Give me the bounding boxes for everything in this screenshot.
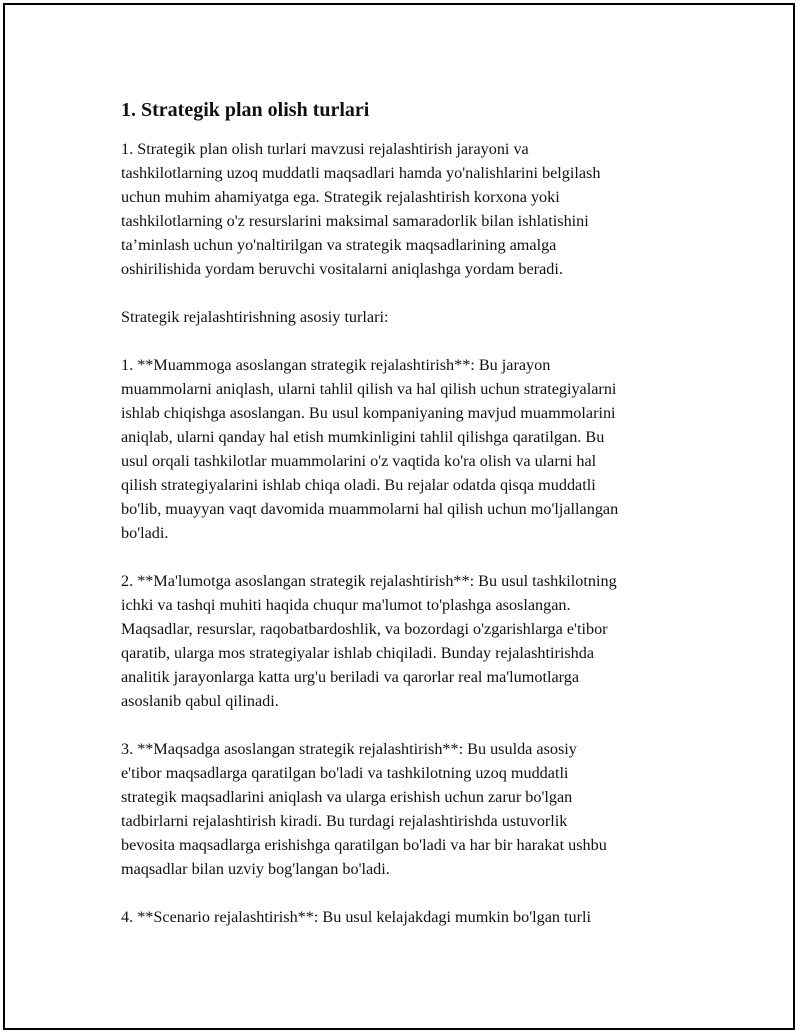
page-frame [3, 3, 795, 1030]
text-line: aniqlab, ularni qanday hal etish mumkinligini tahlil qilishga qaratilgan. Bu [121, 428, 605, 446]
document-title: 1. Strategik plan olish turlari [121, 99, 370, 121]
text-line: strategik maqsadlarini aniqlash va ularga erishish uchun zarur bo'lgan [121, 788, 573, 806]
text-line: 2. **Ma'lumotga asoslangan strategik rejalashtirish**: Bu usul tashkilotning [121, 572, 617, 590]
text-line: ichki va tashqi muhiti haqida chuqur ma'lumot to'plashga asoslangan. [121, 596, 571, 614]
text-line: usul orqali tashkilotlar muammolarini o'z vaqtida ko'ra olish va ularni hal [121, 452, 597, 470]
text-line: oshirilishida yordam beruvchi vositalarni aniqlashga yordam beradi. [121, 260, 563, 278]
paragraph-type-1 [121, 353, 701, 545]
text-line: 4. **Scenario rejalashtirish**: Bu usul kelajakdagi mumkin bo'lgan turli [121, 908, 592, 926]
text-line: qaratib, ularga mos strategiyalar ishlab chiqiladi. Bunday rejalashtirishda [121, 644, 595, 662]
text-line: analitik jarayonlarga katta urg'u beriladi va qarorlar real ma'lumotlarga [121, 668, 579, 686]
text-line: Strategik rejalashtirishning asosiy turlari: [121, 308, 389, 326]
paragraph-intro [121, 137, 701, 281]
text-line: tadbirlarni rejalashtirish kiradi. Bu turdagi rejalashtirishda ustuvorlik [121, 812, 568, 830]
text-line: bo'ladi. [121, 524, 169, 542]
text-line: 1. Strategik plan olish turlari mavzusi rejalashtirish jarayoni va [121, 140, 529, 158]
text-line: 3. **Maqsadga asoslangan strategik rejalashtirish**: Bu usulda asosiy [121, 740, 577, 758]
text-line: asoslanib qabul qilinadi. [121, 692, 279, 710]
text-line: tashkilotlarning o'z resurslarini maksimal samaradorlik bilan ishlatishini [121, 212, 589, 230]
text-line: 1. **Muammoga asoslangan strategik rejalashtirish**: Bu jarayon [121, 356, 551, 374]
document-body [121, 97, 701, 953]
text-line: Maqsadlar, resurslar, raqobatbardoshlik, va bozordagi o'zgarishlarga e'tibor [121, 620, 608, 638]
text-line: qilish strategiyalarini ishlab chiqa oladi. Bu rejalar odatda qisqa muddatli [121, 476, 596, 494]
paragraph-types-heading [121, 305, 701, 329]
text-line: maqsadlar bilan uzviy bog'langan bo'ladi. [121, 860, 390, 878]
paragraph-type-4 [121, 905, 701, 929]
text-line: ishlab chiqishga asoslangan. Bu usul kompaniyaning mavjud muammolarini [121, 404, 616, 422]
text-line: e'tibor maqsadlarga qaratilgan bo'ladi va tashkilotning uzoq muddatli [121, 764, 569, 782]
paragraph-type-3 [121, 737, 701, 881]
text-line: bevosita maqsadlarga erishishga qaratilgan bo'ladi va har bir harakat ushbu [121, 836, 607, 854]
text-line: muammolarni aniqlash, ularni tahlil qilish va hal qilish uchun strategiyalarni [121, 380, 617, 398]
paragraph-type-2 [121, 569, 701, 713]
text-line: bo'lib, muayyan vaqt davomida muammolarni hal qilish uchun mo'ljallangan [121, 500, 619, 518]
text-line: ta’minlash uchun yo'naltirilgan va strategik maqsadlarining amalga [121, 236, 557, 254]
text-line: tashkilotlarning uzoq muddatli maqsadlari hamda yo'nalishlarini belgilash [121, 164, 601, 182]
text-line: uchun muhim ahamiyatga ega. Strategik rejalashtirish korxona yoki [121, 188, 560, 206]
